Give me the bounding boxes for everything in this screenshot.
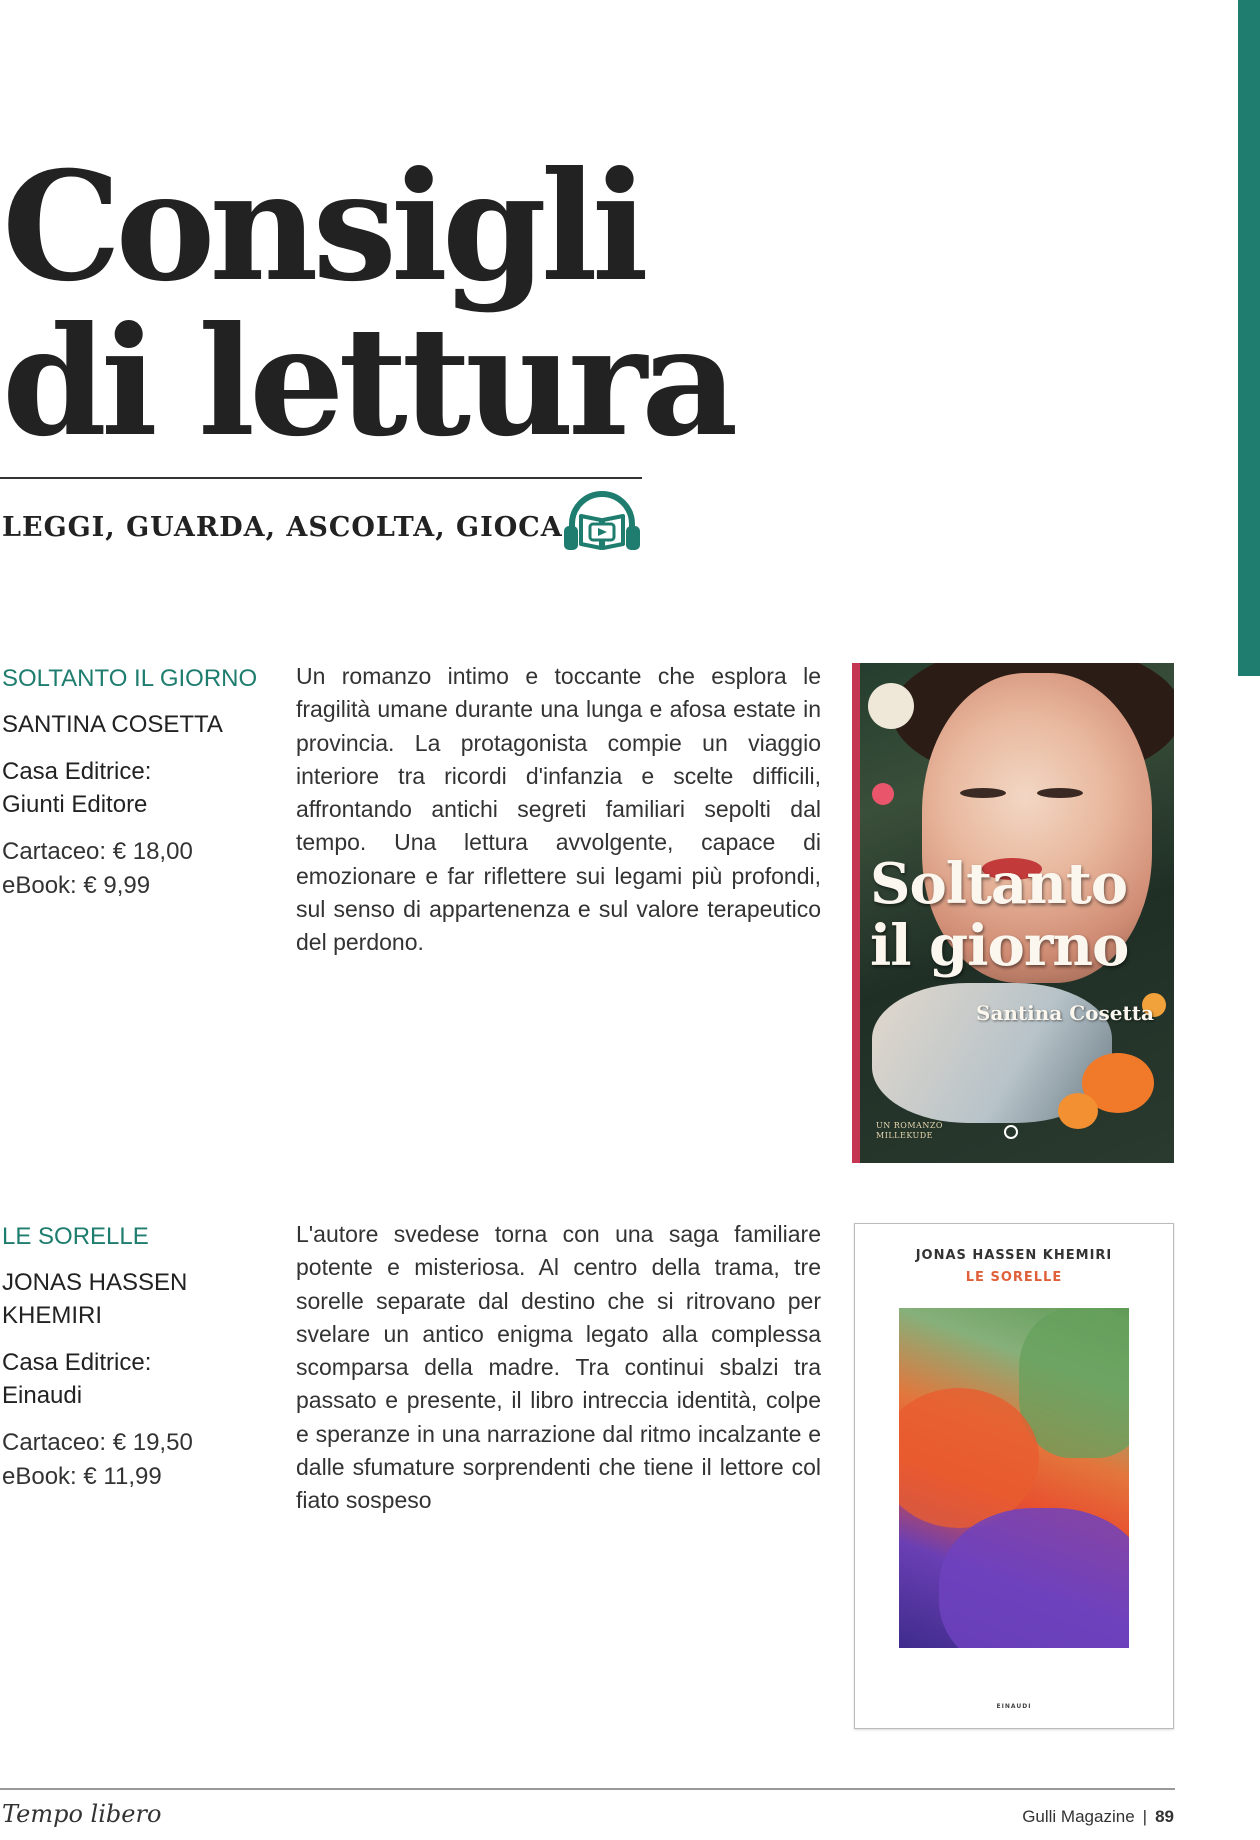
- book-description: Un romanzo intimo e toccante che esplora le fragilità umane durante una lunga e afosa estate in provincia. La protagonista compie un viaggio interiore tra ricordi d'infanzia e scelte difficili, affrontando antichi segreti familiari sepolti dal tempo. Una lettura avvolgente, capace di emozionare e far riflettere sui legami più profondi, sul senso di appartenenza e sul valore terapeutico del perdono.: [296, 663, 821, 956]
- page-footer: [1022, 1807, 1174, 1827]
- section-name: Tempo libero: [2, 1800, 162, 1828]
- price-ebook: eBook: € 11,99: [2, 1463, 162, 1490]
- cover-title: LE SORELLE: [965, 1270, 1063, 1285]
- book-publisher: [2, 1346, 272, 1412]
- book-entry: [0, 660, 1180, 1165]
- book-author: JONAS HASSEN KHEMIRI: [2, 1269, 188, 1329]
- cover-artwork: [899, 1308, 1129, 1648]
- cover-imprint: [876, 1121, 966, 1141]
- book-cover: [854, 1223, 1174, 1729]
- book-prices: [2, 835, 272, 903]
- headphones-book-icon: [560, 490, 644, 556]
- footer-separator: |: [1142, 1807, 1148, 1826]
- cover-title-line-2: il giorno: [870, 913, 1129, 979]
- title-divider: [0, 477, 642, 479]
- cover-publisher: EINAUDI: [996, 1703, 1032, 1710]
- book-prices: [2, 1426, 272, 1494]
- publisher-logo-icon: [1004, 1125, 1018, 1139]
- price-ebook: eBook: € 9,99: [2, 872, 151, 899]
- page-number: 89: [1155, 1807, 1174, 1826]
- publisher-label: Casa Editrice:: [2, 1349, 152, 1376]
- cover-imprint-line-1: UN ROMANZO: [876, 1121, 943, 1130]
- cover-imprint-line-2: MILLEKUDE: [876, 1131, 934, 1140]
- book-meta: [2, 1218, 272, 1494]
- book-publisher: [2, 755, 272, 821]
- cover-title: [870, 853, 1128, 977]
- publisher-name: Einaudi: [2, 1382, 83, 1409]
- page-title-line-2: di lettura: [2, 294, 733, 470]
- book-entry: [0, 1218, 1180, 1734]
- book-title: SOLTANTO IL GIORNO: [2, 665, 258, 692]
- footer-divider: [0, 1788, 1175, 1790]
- book-author: SANTINA COSETTA: [2, 711, 223, 738]
- cover-title-line-1: Soltanto: [870, 851, 1128, 917]
- cover-author: Santina Cosetta: [976, 1001, 1154, 1025]
- accent-side-bar: [1238, 0, 1260, 676]
- price-print: Cartaceo: € 18,00: [2, 838, 193, 865]
- page-title: [2, 139, 733, 470]
- tagline: LEGGI, GUARDA, ASCOLTA, GIOCA: [2, 512, 563, 543]
- price-print: Cartaceo: € 19,50: [2, 1429, 193, 1456]
- book-meta: [2, 660, 272, 903]
- book-cover: [852, 663, 1174, 1163]
- cover-author: JONAS HASSEN KHEMIRI: [915, 1248, 1113, 1263]
- page-title-line-1: Consigli: [2, 139, 643, 315]
- magazine-name: Gulli Magazine: [1022, 1807, 1135, 1826]
- book-description: L'autore svedese torna con una saga familiare potente e misteriosa. Al centro della trama, tre sorelle separate dal destino che si ritrovano per svelare un antico enigma legato alla complessa scomparsa della madre. Tra continui sbalzi tra passato e presente, il libro intreccia identità, colpe e speranze in una narrazione dal ritmo incalzante e dalle sfumature sorprendenti che tiene il lettore col fiato sospeso: [296, 1221, 821, 1514]
- publisher-name: Giunti Editore: [2, 791, 148, 818]
- publisher-label: Casa Editrice:: [2, 758, 152, 785]
- book-title: LE SORELLE: [2, 1223, 149, 1250]
- cover-spine: [852, 663, 860, 1163]
